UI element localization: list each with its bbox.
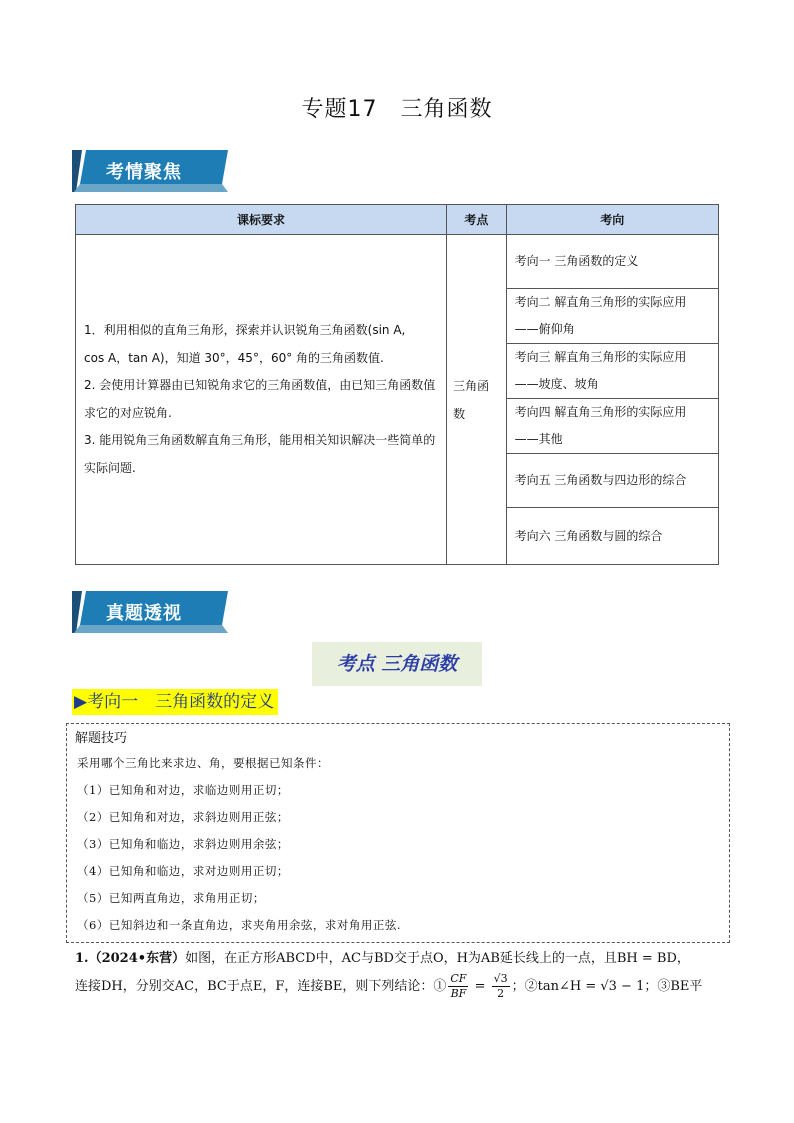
tip-line: （4）已知角和临边，求对边则用正切；: [77, 864, 289, 878]
tip-line: （6）已知斜边和一条直角边，求夹角用余弦，求对角用正弦.: [77, 918, 401, 932]
tips-title: 解题技巧: [75, 731, 128, 746]
tip-line: （5）已知两直角边，求角用正切；: [77, 891, 265, 905]
kaoxiang-item: 考向五 三角函数与四边形的综合: [506, 454, 718, 508]
kaodian-title: 考点 三角函数: [312, 642, 482, 686]
fraction-cf-bf: $\frac{CF}{BF}$: [450, 972, 467, 1000]
direction-heading: ▶考向一 三角函数的定义: [72, 689, 278, 715]
requirement-line: 3. 能用锐角三角函数解直角三角形，能用相关知识解决一些简单的实际问题.: [84, 433, 436, 475]
banner-label: 真题透视: [106, 603, 182, 624]
kaoxiang-item: 考向六 三角函数与圆的综合: [506, 508, 718, 565]
kaoxiang-item: 考向一 三角函数的定义: [506, 235, 718, 289]
question-text: ；②tan∠H = √3 − 1；③BE平: [511, 979, 703, 994]
col-header-requirements: 课标要求: [76, 205, 447, 235]
col-header-kaoxiang: 考向: [506, 205, 718, 235]
requirements-table: [75, 204, 719, 565]
section-banner-kaoqing: [72, 150, 228, 192]
tip-line: （1）已知角和对边，求临边则用正切；: [77, 783, 289, 797]
question-source: （2024•东营）: [88, 951, 186, 966]
requirements-cell: [76, 235, 447, 565]
tip-line: （2）已知角和对边，求斜边则用正弦；: [77, 810, 289, 824]
requirement-line: 2. 会使用计算器由已知锐角求它的三角函数值，由已知三角函数值求它的对应锐角.: [84, 378, 436, 420]
fraction-sqrt3-2: $\frac{√3}{2}$: [493, 972, 508, 1000]
kaoxiang-item: 考向三 解直角三角形的实际应用——坡度、坡角: [506, 344, 718, 399]
page-title: 专题17 三角函数: [301, 97, 493, 122]
question-number: 1.: [75, 951, 89, 966]
tips-box: [66, 723, 730, 943]
tip-line: （3）已知角和临边，求斜边则用余弦；: [77, 837, 289, 851]
requirement-line: cos A，tan A)，知道 30°，45°，60° 角的三角函数值.: [84, 350, 384, 365]
requirement-line: 1．利用相似的直角三角形，探索并认识锐角三角函数(sin A,: [84, 323, 406, 337]
tip-line: 采用哪个三角比来求边、角，要根据已知条件：: [77, 756, 329, 770]
question-line-2: [75, 972, 702, 1001]
section-banner-zhenti: [72, 591, 228, 633]
kaoxiang-item: 考向二 解直角三角形的实际应用——俯仰角: [506, 289, 718, 344]
equals-sign: =: [470, 979, 490, 994]
kaoxiang-item: 考向四 解直角三角形的实际应用——其他: [506, 399, 718, 454]
question-text: 连接DH，分别交AC，BC于点E，F，连接BE，则下列结论：①: [75, 979, 447, 994]
col-header-kaodian: 考点: [447, 205, 506, 235]
banner-label: 考情聚焦: [106, 162, 182, 183]
kaodian-cell: 三角函数: [447, 235, 506, 565]
question-text: 如图，在正方形ABCD中，AC与BD交于点O，H为AB延长线上的一点，且BH = BD，: [185, 951, 690, 966]
question-line-1: [75, 947, 690, 966]
